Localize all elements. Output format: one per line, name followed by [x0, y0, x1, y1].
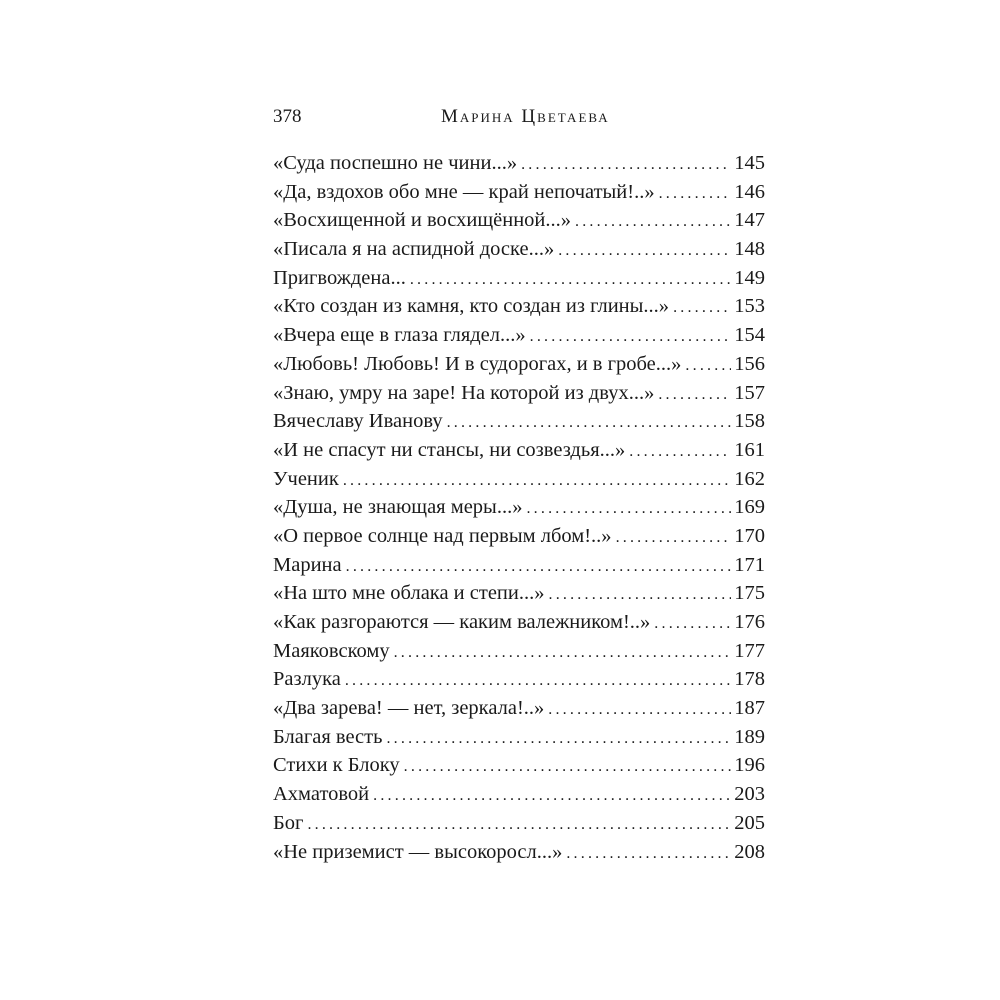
toc-entry-title: «Знаю, умру на заре! На которой из двух...»	[273, 381, 655, 404]
toc-entry-title: Марина	[273, 553, 342, 576]
dot-leader	[558, 237, 731, 266]
toc-entry-page: 170	[734, 524, 765, 547]
dot-leader	[654, 610, 731, 639]
dot-leader	[386, 725, 731, 754]
toc-entry	[273, 206, 765, 235]
toc-entry-title: «Кто создан из камня, кто создан из глины...»	[273, 295, 670, 318]
toc-entry	[273, 493, 765, 522]
dot-leader	[530, 323, 732, 352]
toc-entry-title: «Суда поспешно не чини...»	[273, 152, 518, 174]
toc-entry-page: 147	[734, 209, 765, 232]
toc-entry-title: «Душа, не знающая меры...»	[273, 496, 523, 519]
toc-entry-page: 175	[734, 582, 765, 605]
toc-entry-title: Ахматовой	[273, 783, 370, 806]
dot-leader	[394, 639, 732, 668]
toc-entry-title: «На што мне облака и степи...»	[273, 582, 545, 605]
toc-entry-page: 149	[734, 266, 765, 289]
dot-leader	[629, 438, 731, 467]
toc-entry-title: Пригвождена...	[273, 266, 406, 289]
toc-entry	[273, 350, 765, 379]
page-number: 378	[273, 106, 302, 127]
toc-entry-title: «Два зарева! — нет, зеркала!..»	[273, 697, 545, 720]
toc-entry	[273, 264, 765, 293]
toc-entry	[273, 551, 765, 580]
toc-entry-page: 145	[734, 152, 765, 174]
toc-entry	[273, 809, 765, 838]
toc-entry	[273, 407, 765, 436]
dot-leader	[447, 409, 732, 438]
dot-leader	[345, 667, 731, 696]
toc-entry	[273, 178, 765, 207]
toc-entry	[273, 637, 765, 666]
toc-entry	[273, 436, 765, 465]
toc-entry-page: 208	[734, 840, 765, 863]
toc-entry-title: «Вчера еще в глаза глядел...»	[273, 324, 526, 347]
toc-entry	[273, 292, 765, 321]
toc-entry-page: 154	[734, 324, 765, 347]
toc-entry-title: Стихи к Блоку	[273, 754, 400, 777]
dot-leader	[404, 753, 732, 782]
dot-leader	[673, 294, 731, 323]
toc-entry	[273, 751, 765, 780]
toc-entry-page: 162	[734, 467, 765, 490]
toc-entry-page: 146	[734, 180, 765, 203]
toc-entry-title: «Да, вздохов обо мне — край непочатый!..»	[273, 180, 655, 203]
toc-entry-page: 178	[734, 668, 765, 691]
toc-entry-title: «Как разгораются — каким валежником!..»	[273, 611, 651, 633]
toc-entry-title: «Не приземист — высокоросл...»	[273, 840, 563, 863]
toc-entry	[273, 522, 765, 551]
toc-entry-page: 171	[734, 553, 765, 576]
toc-entry-title: Ученик	[273, 467, 339, 490]
toc-entry-title: Маяковскому	[273, 639, 390, 662]
toc-entry-page: 177	[734, 639, 765, 662]
toc-entry	[273, 579, 765, 608]
toc-entry-title: Благая весть	[273, 725, 383, 748]
dot-leader	[685, 352, 731, 381]
toc-entry-title: «Писала я на аспидной доске...»	[273, 238, 555, 261]
author-name: Марина Цветаева	[441, 106, 610, 127]
dot-leader	[616, 524, 732, 553]
toc-entry	[273, 321, 765, 350]
dot-leader	[566, 840, 731, 869]
dot-leader	[659, 180, 732, 209]
toc-entry	[273, 723, 765, 752]
toc-entry-title: «О первое солнце над первым лбом!..»	[273, 524, 612, 547]
book-page	[273, 100, 765, 863]
running-head	[273, 100, 765, 134]
dot-leader	[549, 581, 732, 610]
toc-entry	[273, 665, 765, 694]
toc-entry	[273, 465, 765, 494]
toc-entry-page: 205	[734, 811, 765, 834]
toc-entry-title: Бог	[273, 811, 304, 834]
toc-entry-page: 153	[734, 295, 765, 318]
toc-entry	[273, 149, 765, 178]
dot-leader	[307, 811, 731, 840]
toc-entry-page: 189	[734, 725, 765, 748]
toc-entry-page: 203	[734, 783, 765, 806]
toc-entry-title: Вячеславу Иванову	[273, 410, 443, 433]
toc-entry	[273, 235, 765, 264]
toc-entry-title: «Восхищенной и восхищённой...»	[273, 209, 572, 232]
dot-leader	[373, 782, 731, 811]
toc-entry-page: 156	[734, 352, 765, 375]
dot-leader	[658, 381, 731, 410]
dot-leader	[526, 495, 731, 524]
toc-entry-title: «И не спасут ни стансы, ни созвездья...»	[273, 438, 626, 461]
toc-entry-page: 161	[734, 438, 765, 461]
toc-entry-page: 148	[734, 238, 765, 261]
toc-entry-page: 169	[734, 496, 765, 519]
table-of-contents	[273, 149, 765, 866]
toc-entry	[273, 838, 765, 867]
dot-leader	[575, 208, 731, 237]
toc-entry	[273, 694, 765, 723]
toc-entry	[273, 379, 765, 408]
toc-entry	[273, 608, 765, 637]
toc-entry-title: Разлука	[273, 668, 341, 691]
toc-entry-page: 196	[734, 754, 765, 777]
toc-entry	[273, 780, 765, 809]
toc-entry-page: 157	[734, 381, 765, 404]
toc-entry-page: 187	[734, 697, 765, 720]
toc-entry-page: 158	[734, 410, 765, 433]
dot-leader	[548, 696, 731, 725]
dot-leader	[521, 151, 731, 180]
toc-entry-page: 176	[734, 611, 765, 633]
dot-leader	[346, 553, 732, 582]
toc-entry-title: «Любовь! Любовь! И в судорогах, и в гробе...»	[273, 352, 682, 375]
dot-leader	[343, 467, 731, 496]
dot-leader	[410, 266, 731, 295]
